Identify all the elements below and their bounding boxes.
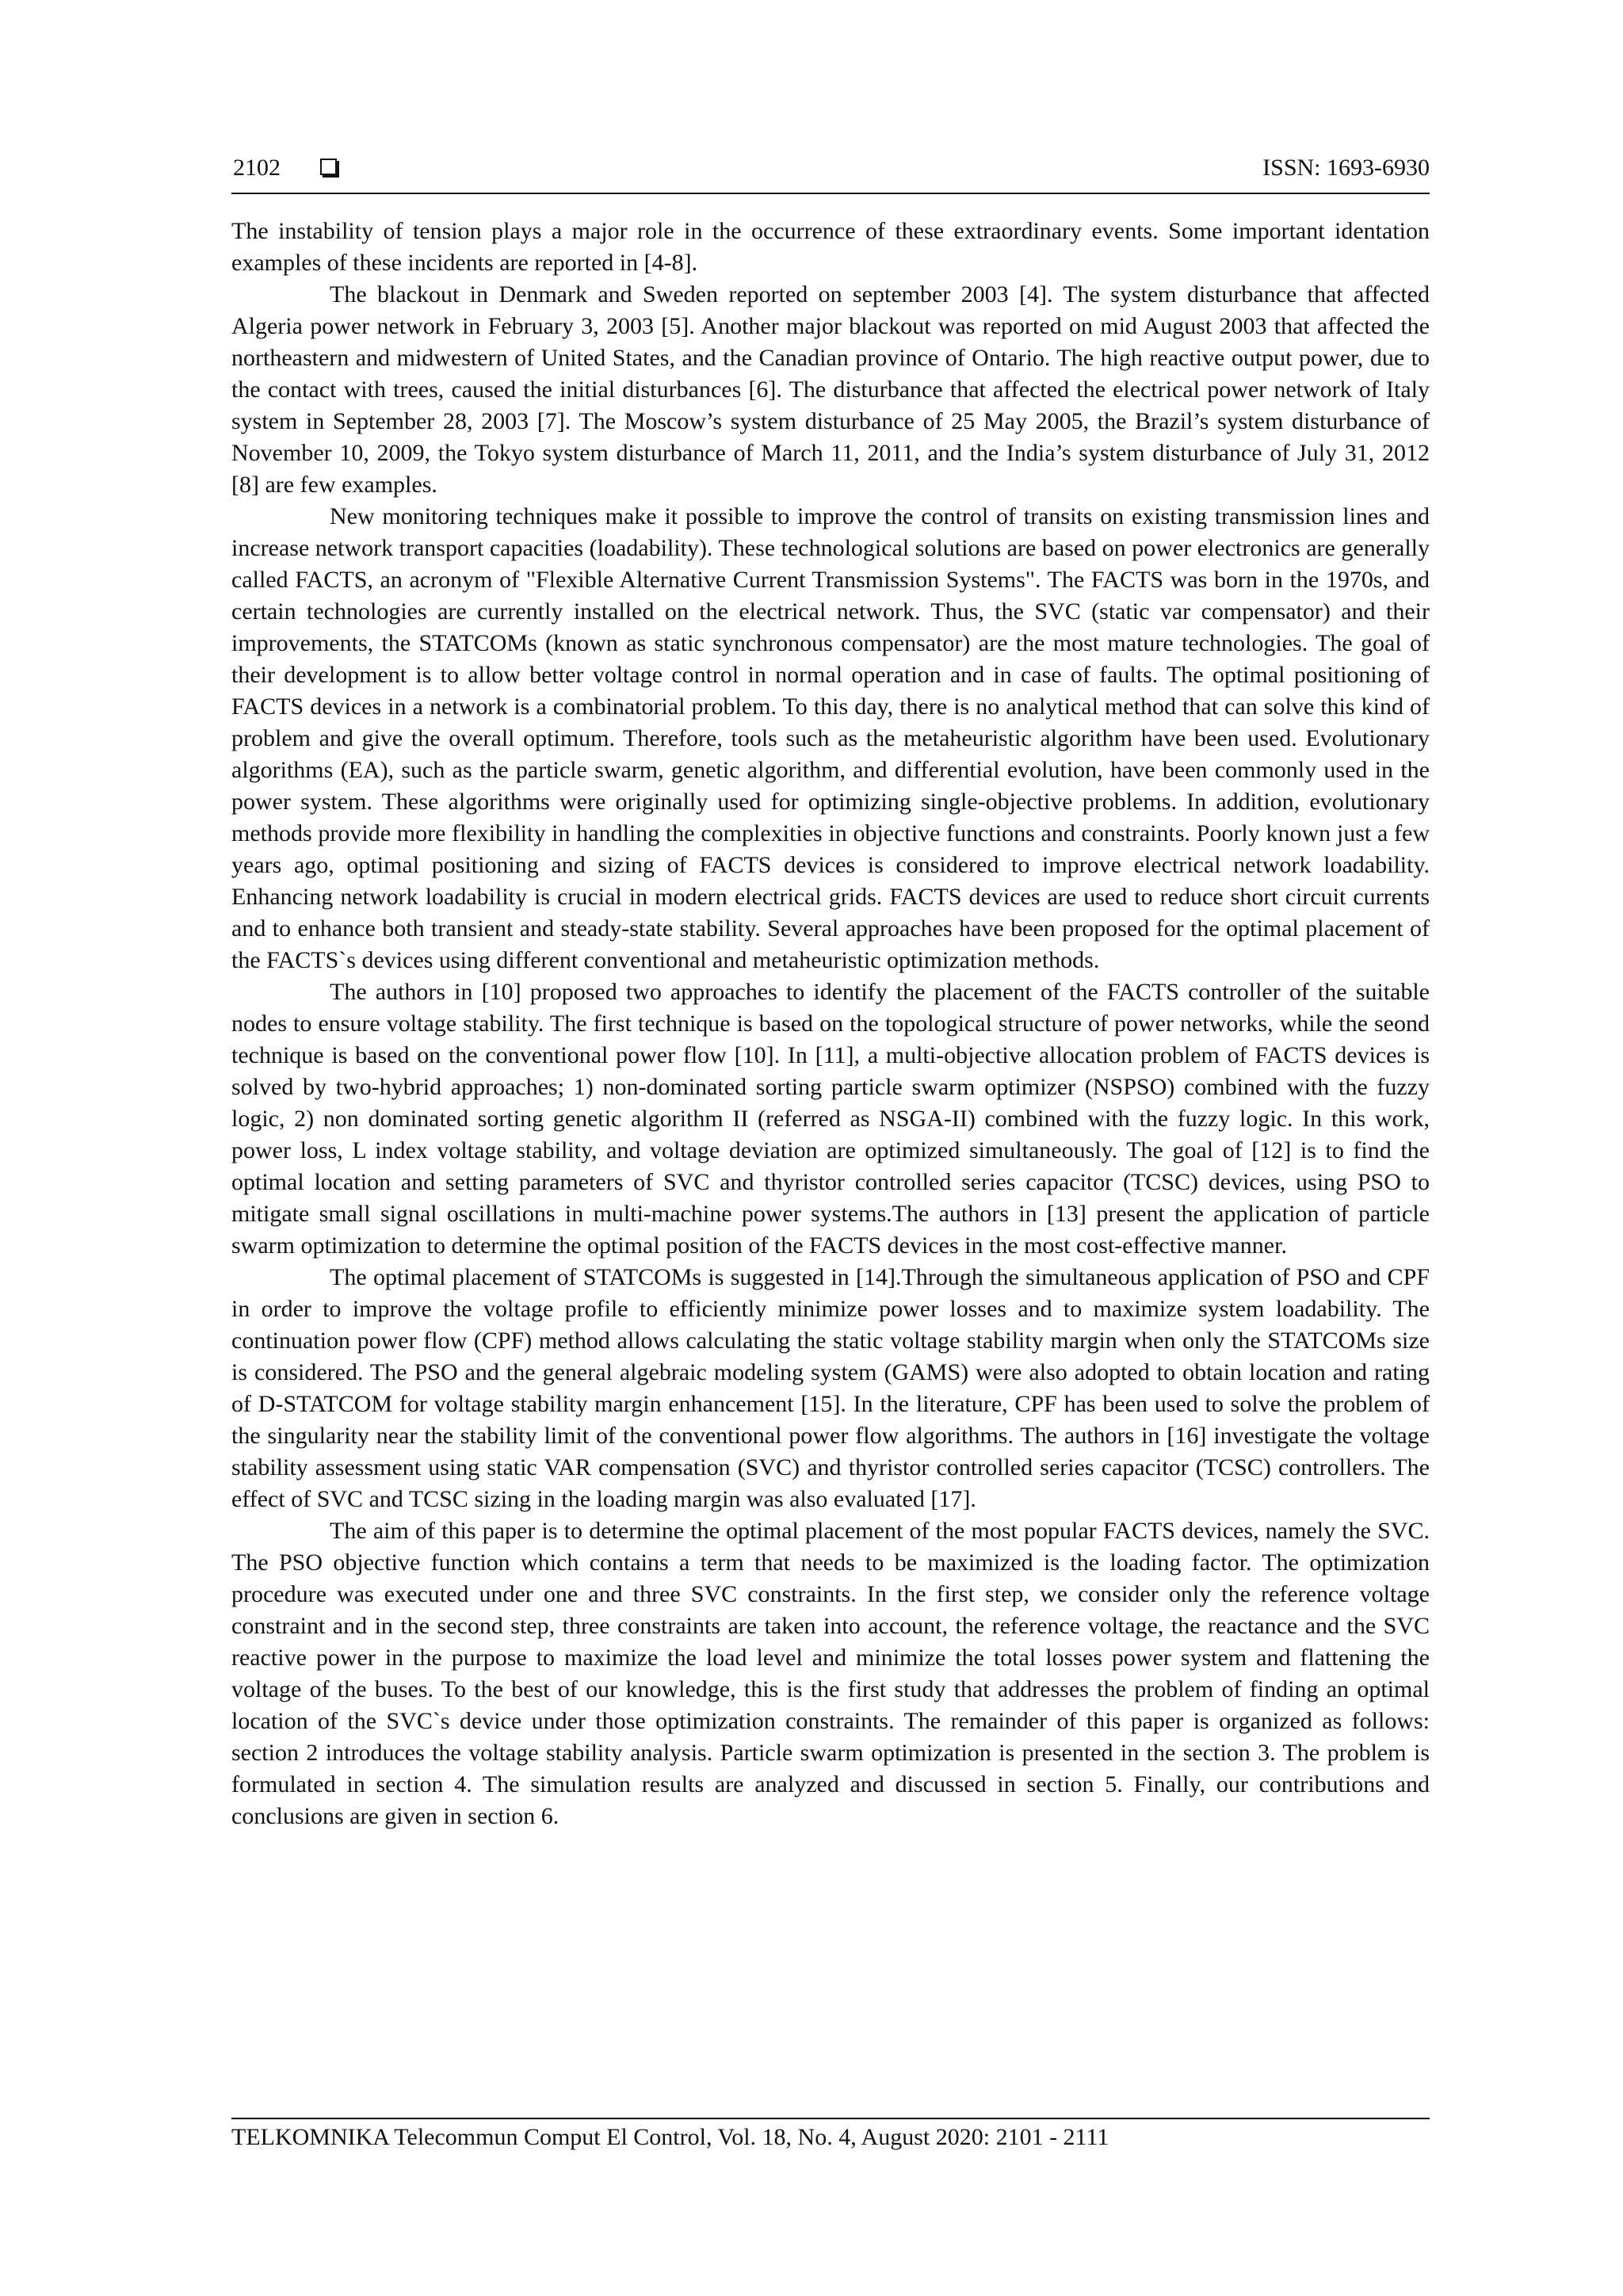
body-text [231, 216, 1430, 1832]
hollow-square-icon [320, 159, 337, 175]
issn-label: ISSN: 1693-6930 [1262, 155, 1430, 181]
footer-rule [231, 2118, 1430, 2119]
paragraph: The aim of this paper is to determine the optimal placement of the most popular FACTS devices, namely the SVC. The PSO objective function which contains a term that needs to be maximized is the loading factor. The optimization procedure was executed under one and three SVC constraints. In the first step, we consider only the reference voltage constraint and in the second step, three constraints are taken into account, the reference voltage, the reactance and the SVC reactive power in the purpose to maximize the load level and minimize the total losses power system and flattening the voltage of the buses. To the best of our knowledge, this is the first study that addresses the problem of finding an optimal location of the SVC`s device under those optimization constraints. The remainder of this paper is organized as follows: section 2 introduces the voltage stability analysis. Particle swarm optimization is presented in the section 3. The problem is formulated in section 4. The simulation results are analyzed and discussed in section 5. Finally, our contributions and conclusions are given in section 6. [231, 1518, 1430, 1829]
paragraph: The instability of tension plays a major role in the occurrence of these extraordinary events. Some important identation examples of these incidents are reported in [4-8]. [231, 218, 1430, 276]
paragraph: The optimal placement of STATCOMs is suggested in [14].Through the simultaneous application of PSO and CPF in order to improve the voltage profile to efficiently minimize power losses and to maximize system loadability. The continuation power flow (CPF) method allows calculating the static voltage stability margin when only the STATCOMs size is considered. The PSO and the general algebraic modeling system (GAMS) were also adopted to obtain location and rating of D-STATCOM for voltage stability margin enhancement [15]. In the literature, CPF has been used to solve the problem of the singularity near the stability limit of the conventional power flow algorithms. The authors in [16] investigate the voltage stability assessment using static VAR compensation (SVC) and thyristor controlled series capacitor (TCSC) controllers. The effect of SVC and TCSC sizing in the loading margin was also evaluated [17]. [231, 1264, 1430, 1512]
page-number: 2102 [233, 155, 281, 181]
page-header [231, 151, 1430, 190]
paragraph: New monitoring techniques make it possible to improve the control of transits on existing transmission lines and increase network transport capacities (loadability). These technological solutions are based on power electronics are generally called FACTS, an acronym of "Flexible Alternative Current Transmission Systems". The FACTS was born in the 1970s, and certain technologies are currently installed on the electrical network. Thus, the SVC (static var compensator) and their improvements, the STATCOMs (known as static synchronous compensator) are the most mature technologies. The goal of their development is to allow better voltage control in normal operation and in case of faults. The optimal positioning of FACTS devices in a network is a combinatorial problem. To this day, there is no analytical method that can solve this kind of problem and give the overall optimum. Therefore, tools such as the metaheuristic algorithm have been used. Evolutionary algorithms (EA), such as the particle swarm, genetic algorithm, and differential evolution, have been commonly used in the power system. These algorithms were originally used for optimizing single-objective problems. In addition, evolutionary methods provide more flexibility in handling the complexities in objective functions and constraints. Poorly known just a few years ago, optimal positioning and sizing of FACTS devices is considered to improve electrical network loadability. Enhancing network loadability is crucial in modern electrical grids. FACTS devices are used to reduce short circuit currents and to enhance both transient and steady-state stability. Several approaches have been proposed for the optimal placement of the FACTS`s devices using different conventional and metaheuristic optimization methods. [231, 503, 1430, 973]
footer-citation: TELKOMNIKA Telecommun Comput El Control, Vol. 18, No. 4, August 2020: 2101 - 2111 [231, 2124, 1109, 2150]
header-rule [231, 193, 1430, 194]
paragraph: The blackout in Denmark and Sweden reported on september 2003 [4]. The system disturbance that affected Algeria power network in February 3, 2003 [5]. Another major blackout was reported on mid August 2003 that affected the northeastern and midwestern of United States, and the Canadian province of Ontario. The high reactive output power, due to the contact with trees, caused the initial disturbances [6]. The disturbance that affected the electrical power network of Italy system in September 28, 2003 [7]. The Moscow’s system disturbance of 25 May 2005, the Brazil’s system disturbance of November 10, 2009, the Tokyo system disturbance of March 11, 2011, and the India’s system disturbance of July 31, 2012 [8] are few examples. [231, 281, 1430, 498]
paragraph: The authors in [10] proposed two approaches to identify the placement of the FACTS controller of the suitable nodes to ensure voltage stability. The first technique is based on the topological structure of power networks, while the seond technique is based on the conventional power flow [10]. In [11], a multi-objective allocation problem of FACTS devices is solved by two-hybrid approaches; 1) non-dominated sorting particle swarm optimizer (NSPSO) combined with the fuzzy logic, 2) non dominated sorting genetic algorithm II (referred as NSGA-II) combined with the fuzzy logic. In this work, power loss, L index voltage stability, and voltage deviation are optimized simultaneously. The goal of [12] is to find the optimal location and setting parameters of SVC and thyristor controlled series capacitor (TCSC) devices, using PSO to mitigate small signal oscillations in multi-machine power systems.The authors in [13] present the application of particle swarm optimization to determine the optimal position of the FACTS devices in the most cost-effective manner. [231, 979, 1430, 1259]
